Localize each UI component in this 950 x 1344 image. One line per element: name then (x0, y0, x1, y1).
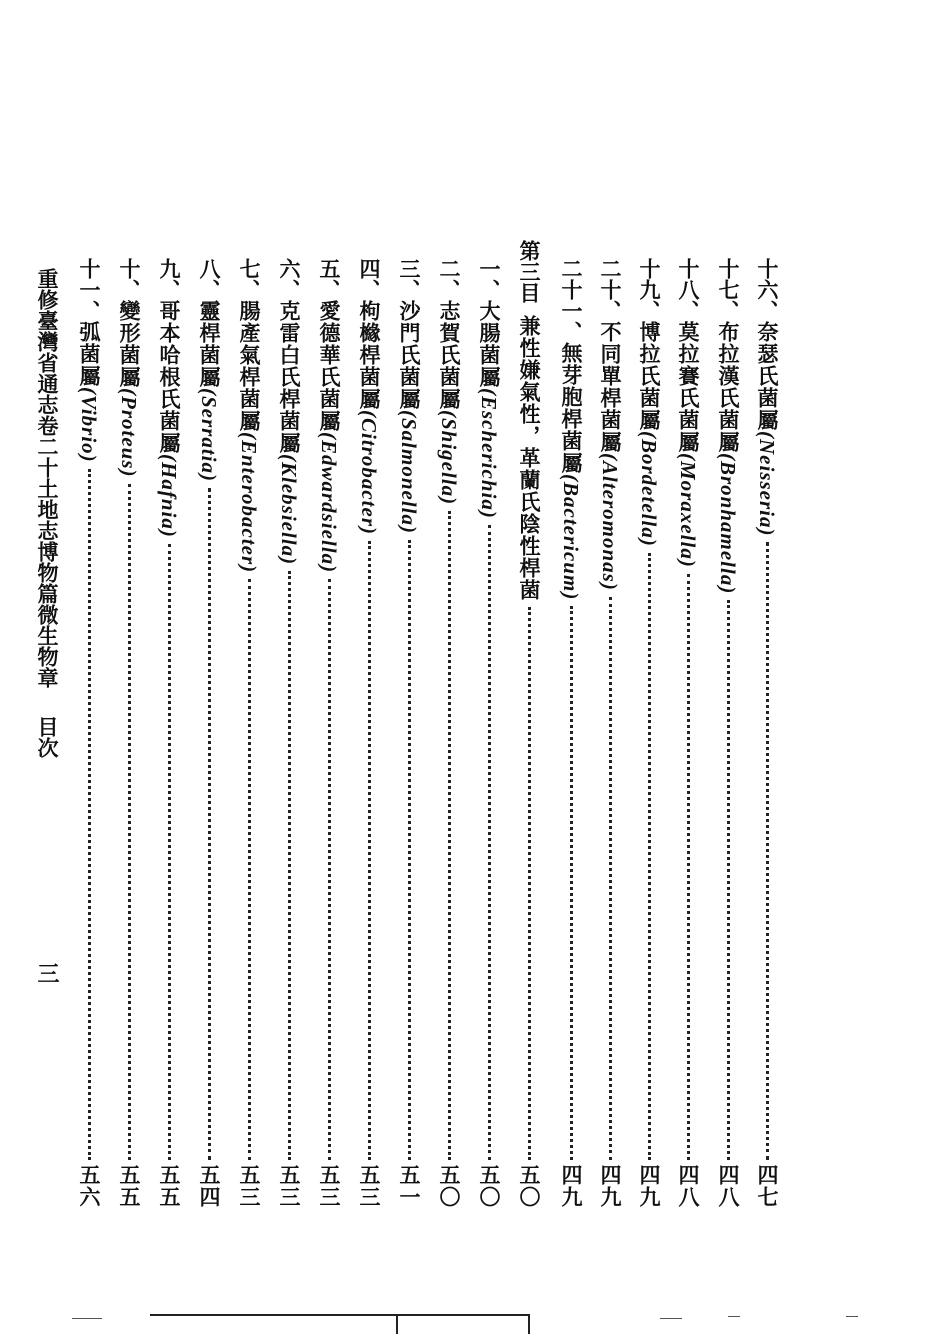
entry-latin: (Serratia) (197, 388, 221, 482)
toc-entry[interactable]: 六、 克雷白氏桿菌屬 (Klebsiella) 五三 (272, 258, 306, 1208)
entry-page: 五四 (197, 1164, 222, 1208)
toc-entry[interactable]: 二十、 不同單桿菌屬 (Alteromonas) 四九 (593, 258, 627, 1208)
entry-latin: (Hafnia) (157, 454, 181, 538)
entry-latin: (Neisseria) (755, 431, 779, 537)
entry-latin: (Bordetella) (637, 431, 661, 547)
scan-speck (728, 1316, 740, 1317)
dot-leader (248, 579, 251, 1160)
entry-page: 五三 (317, 1164, 342, 1208)
dot-leader (328, 579, 331, 1160)
entry-title: 無芽胞桿菌屬 (559, 342, 584, 474)
entry-latin: (Enterobacter) (237, 432, 261, 574)
dot-leader (448, 511, 451, 1160)
toc-entry[interactable]: 二十一、 無芽胞桿菌屬 (Bactericum) 四九 (554, 258, 588, 1208)
entry-title: 大腸菌屬 (477, 300, 502, 388)
entry-title: 弧菌屬 (77, 321, 102, 387)
page-number: 三 (34, 962, 60, 984)
entry-title: 莫拉賽氏菌屬 (676, 321, 701, 453)
entry-title: 博拉氏菌屬 (637, 321, 662, 431)
entry-title: 布拉漢氏菌屬 (716, 321, 741, 453)
toc-entry[interactable]: 一、 大腸菌屬 (Escherichia) 五〇 (472, 258, 506, 1208)
dot-leader (648, 553, 651, 1160)
dot-leader (488, 525, 491, 1160)
dot-leader (570, 606, 573, 1160)
bottom-rule (150, 1314, 530, 1316)
entry-page: 五五 (117, 1164, 142, 1208)
toc-entry[interactable]: 十六、 奈瑟氏菌屬 (Neisseria) 四七 (750, 258, 784, 1208)
entry-latin: (Escherichia) (477, 388, 501, 519)
entry-latin: (Bronhamella) (716, 453, 740, 595)
entry-latin: (Klebsiella) (277, 454, 301, 566)
entry-latin: (Proteus) (117, 388, 141, 478)
bottom-rule-tick (396, 1316, 398, 1334)
entry-title: 奈瑟氏菌屬 (755, 321, 780, 431)
dot-leader (368, 541, 371, 1160)
toc-entry[interactable]: 十七、 布拉漢氏菌屬 (Bronhamella) 四八 (711, 258, 745, 1208)
entry-page: 四八 (716, 1164, 741, 1208)
entry-page: 四七 (755, 1164, 780, 1208)
dot-leader (128, 484, 131, 1161)
toc-entry[interactable]: 十九、 博拉氏菌屬 (Bordetella) 四九 (632, 258, 666, 1208)
entry-title: 不同單桿菌屬 (598, 321, 623, 453)
dot-leader (288, 571, 291, 1160)
entry-page: 四九 (559, 1164, 584, 1208)
running-header (30, 268, 64, 758)
entry-title: 靈桿菌屬 (197, 300, 222, 388)
entry-page: 五〇 (437, 1164, 462, 1208)
dot-leader (168, 544, 171, 1160)
entry-page: 四九 (637, 1164, 662, 1208)
scan-speck (660, 1318, 682, 1319)
entry-page: 五一 (397, 1164, 422, 1208)
dot-leader (609, 597, 612, 1160)
toc-entry[interactable]: 十八、 莫拉賽氏菌屬 (Moraxella) 四八 (671, 258, 705, 1208)
toc-entry[interactable]: 十一、 弧菌屬 (Vibrio) 五六 (72, 258, 106, 1208)
dot-leader (727, 600, 730, 1160)
entry-page: 五五 (157, 1164, 182, 1208)
entry-page: 五六 (77, 1164, 102, 1208)
scan-speck (72, 1318, 102, 1319)
dot-leader (408, 540, 411, 1160)
entry-latin: (Salmonella) (397, 410, 421, 535)
toc-entry[interactable]: 八、 靈桿菌屬 (Serratia) 五四 (192, 258, 226, 1208)
toc-entry[interactable]: 四、 枸櫞桿菌屬 (Citrobacter) 五三 (352, 258, 386, 1208)
entry-title: 志賀氏菌屬 (437, 300, 462, 410)
dot-leader (687, 574, 690, 1160)
entry-latin: (Citrobacter) (357, 410, 381, 535)
entry-latin: (Moraxella) (676, 453, 700, 568)
scan-speck (846, 1316, 858, 1317)
toc-entry[interactable]: 七、 腸產氣桿菌屬 (Enterobacter) 五三 (232, 258, 266, 1208)
entry-page: 五〇 (517, 1164, 542, 1208)
toc-section[interactable]: 第三目 兼性嫌氣性，革蘭氏陰性桿菌 五〇 (512, 240, 546, 1208)
entry-latin: (Edwardsiella) (317, 432, 341, 574)
entry-title: 變形菌屬 (117, 300, 142, 388)
entry-title: 沙門氏菌屬 (397, 300, 422, 410)
dot-leader (528, 607, 531, 1160)
book-title: 重修臺灣省通志卷二十土地志博物篇微生物章 (35, 268, 59, 688)
toc-entry[interactable]: 五、 愛德華氏菌屬 (Edwardsiella) 五三 (312, 258, 346, 1208)
dot-leader (766, 542, 769, 1160)
toc-entry[interactable]: 九、 哥本哈根氏菌屬 (Hafnia) 五五 (152, 258, 186, 1208)
entry-latin: (Bactericum) (559, 474, 583, 601)
entry-title: 克雷白氏桿菌屬 (277, 300, 302, 454)
entry-page: 五〇 (477, 1164, 502, 1208)
section-title: 兼性嫌氣性，革蘭氏陰性桿菌 (517, 315, 542, 601)
entry-page: 五三 (237, 1164, 262, 1208)
entry-page: 四八 (676, 1164, 701, 1208)
entry-latin: (Vibrio) (77, 387, 101, 463)
toc-entry[interactable]: 十、 變形菌屬 (Proteus) 五五 (112, 258, 146, 1208)
entry-page: 五三 (277, 1164, 302, 1208)
entry-title: 枸櫞桿菌屬 (357, 300, 382, 410)
dot-leader (88, 469, 91, 1160)
entry-latin: (Alteromonas) (598, 453, 622, 591)
toc-entry[interactable]: 三、 沙門氏菌屬 (Salmonella) 五一 (392, 258, 426, 1208)
entry-page: 四九 (598, 1164, 623, 1208)
entry-latin: (Shigella) (437, 410, 461, 506)
entry-title: 愛德華氏菌屬 (317, 300, 342, 432)
entry-page: 五三 (357, 1164, 382, 1208)
entry-title: 哥本哈根氏菌屬 (157, 300, 182, 454)
toc-entry[interactable]: 二、 志賀氏菌屬 (Shigella) 五〇 (432, 258, 466, 1208)
section-label: 目次 (35, 716, 59, 758)
entry-title: 腸產氣桿菌屬 (237, 300, 262, 432)
bottom-rule-tick (528, 1316, 530, 1334)
dot-leader (208, 488, 211, 1160)
